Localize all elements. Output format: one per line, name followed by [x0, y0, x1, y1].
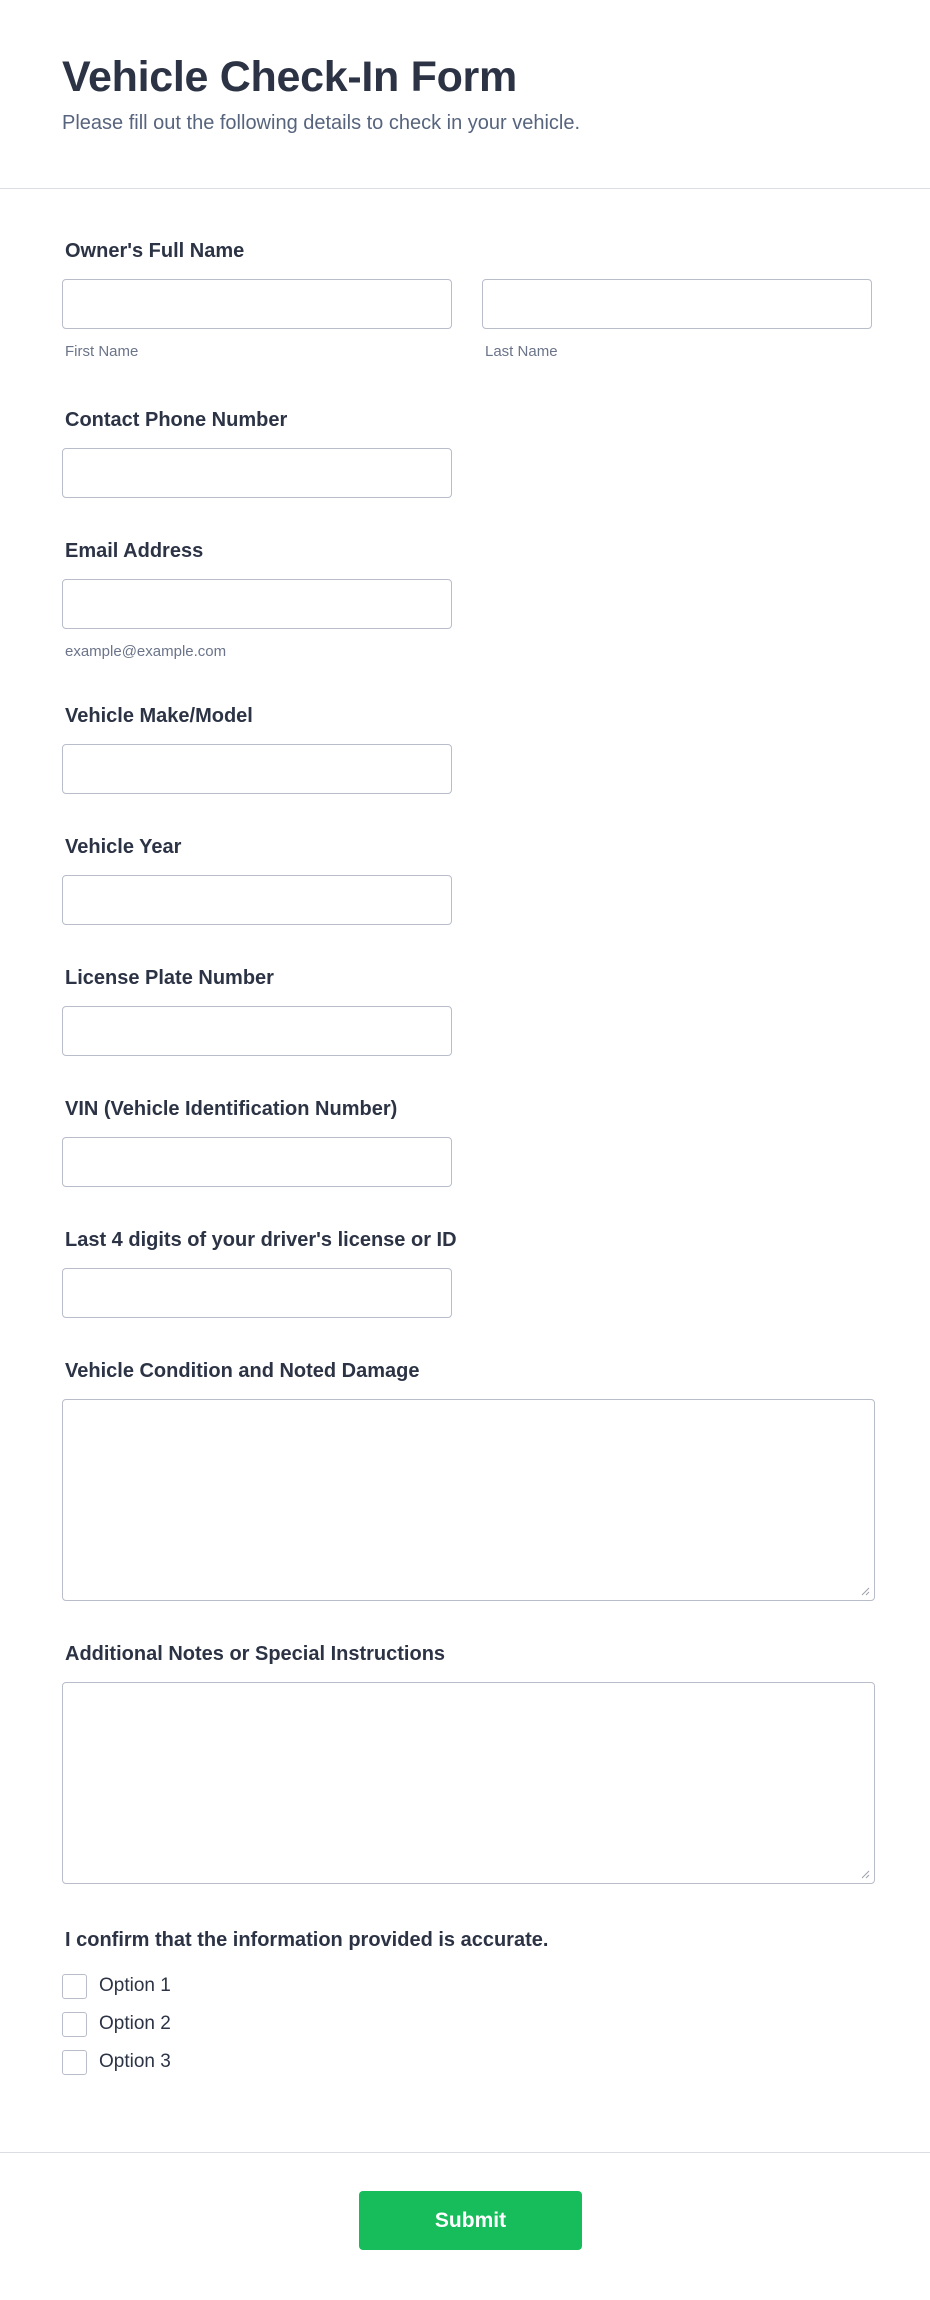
vin-label: VIN (Vehicle Identification Number) [65, 1098, 398, 1120]
option-2-checkbox[interactable] [62, 2012, 87, 2037]
make-model-input[interactable] [62, 744, 452, 794]
resize-grip-icon[interactable] [860, 1869, 870, 1879]
license-last4-field [62, 1227, 868, 1318]
vin-input[interactable] [62, 1137, 452, 1187]
form-footer [0, 2152, 930, 2300]
page-title: Vehicle Check-In Form [62, 53, 517, 101]
condition-field [62, 1358, 868, 1601]
notes-textarea[interactable] [62, 1682, 875, 1884]
option-3[interactable] [62, 2043, 868, 2081]
license-last4-input[interactable] [62, 1268, 452, 1318]
email-sublabel: example@example.com [65, 643, 227, 660]
make-model-label: Vehicle Make/Model [65, 705, 253, 727]
plate-input[interactable] [62, 1006, 452, 1056]
notes-label: Additional Notes or Special Instructions [65, 1643, 446, 1665]
owner-name-field [62, 238, 868, 361]
email-label: Email Address [65, 540, 204, 562]
year-field [62, 834, 868, 925]
vin-field [62, 1096, 868, 1187]
license-last4-label: Last 4 digits of your driver's license or ID [65, 1229, 457, 1251]
email-field [62, 538, 868, 661]
option-3-checkbox[interactable] [62, 2050, 87, 2075]
confirm-field [62, 1927, 868, 2081]
form-header [0, 0, 930, 189]
phone-input[interactable] [62, 448, 452, 498]
condition-textarea[interactable] [62, 1399, 875, 1601]
make-model-field [62, 703, 868, 794]
plate-field [62, 965, 868, 1056]
phone-label: Contact Phone Number [65, 409, 288, 431]
page-subtitle: Please fill out the following details to check in your vehicle. [62, 112, 581, 134]
condition-label: Vehicle Condition and Noted Damage [65, 1360, 420, 1382]
submit-button[interactable]: Submit [359, 2191, 582, 2250]
phone-field [62, 407, 868, 498]
last-name-input[interactable] [482, 279, 872, 329]
option-1[interactable] [62, 1967, 868, 2005]
resize-grip-icon[interactable] [860, 1586, 870, 1596]
year-input[interactable] [62, 875, 452, 925]
confirm-label: I confirm that the information provided is accurate. [65, 1929, 549, 1951]
notes-field [62, 1641, 868, 1884]
first-name-input[interactable] [62, 279, 452, 329]
year-label: Vehicle Year [65, 836, 182, 858]
option-2[interactable] [62, 2005, 868, 2043]
owner-name-label: Owner's Full Name [65, 240, 245, 262]
plate-label: License Plate Number [65, 967, 274, 989]
option-2-label: Option 2 [99, 2013, 171, 2034]
option-1-checkbox[interactable] [62, 1974, 87, 1999]
option-3-label: Option 3 [99, 2051, 171, 2072]
check-in-form [0, 238, 930, 2081]
confirm-options [62, 1967, 868, 2081]
first-name-sublabel: First Name [65, 343, 139, 360]
last-name-sublabel: Last Name [485, 343, 558, 360]
option-1-label: Option 1 [99, 1975, 171, 1996]
email-input[interactable] [62, 579, 452, 629]
